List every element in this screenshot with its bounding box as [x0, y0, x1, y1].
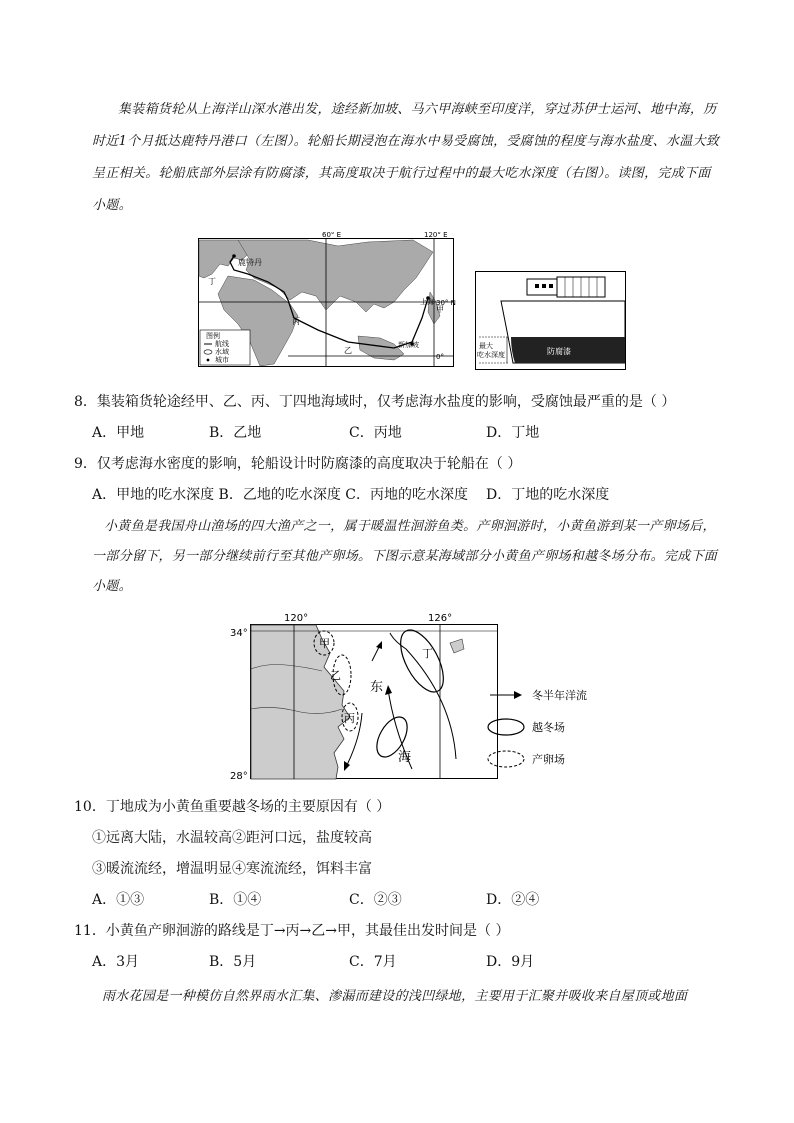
max-draft-label-1: 最大 [479, 342, 493, 350]
singapore-label: 新加坡 [398, 341, 419, 349]
svg-text:越冬场: 越冬场 [532, 721, 565, 734]
east-label: 东 [370, 680, 384, 695]
passage-intro-ship: 集装箱货轮从上海洋山深水港出发，途经新加坡、马六甲海峡至印度洋，穿过苏伊士运河、地中海，历时近1个月抵达鹿特丹港口（左图）。轮船长期浸泡在海水中易受腐蚀，受腐蚀的程度与海水盐度、水温大致呈正相关。轮船底部外层涂有防腐漆，其高度取决于航行过程中的最大吃水深度（右图）。读图，完成下面小题。 [92, 102, 720, 213]
question-11-option-d[interactable]: D．9月 [486, 954, 535, 970]
yi-label: 乙 [330, 669, 341, 682]
question-10-statements-1-2: ①远离大陆，水温较高②距河口远，盐度较高 [92, 830, 372, 846]
city-dot [232, 254, 236, 258]
question-8-option-a[interactable]: A．甲地 [92, 425, 145, 441]
question-9-options-abc[interactable]: A．甲地的吃水深度 B．乙地的吃水深度 C．丙地的吃水深度 [92, 487, 469, 503]
question-10-option-a[interactable]: A．①③ [92, 892, 145, 908]
lon-120e-label: 120° E [424, 232, 448, 239]
question-10-option-d[interactable]: D．②④ [486, 892, 540, 908]
bing-label: 丙 [344, 712, 355, 725]
question-9-option-d[interactable]: D．丁地的吃水深度 [486, 487, 610, 503]
question-8-option-d[interactable]: D．丁地 [486, 425, 540, 441]
antifouling-paint-label: 防腐漆 [547, 347, 571, 356]
svg-text:航线: 航线 [215, 340, 229, 348]
passage-intro-fish: 小黄鱼是我国舟山渔场的四大渔产之一，属于暖温性洄游鱼类。产卵洄游时，小黄鱼游到某一产卵场后，一部分留下，另一部分继续前行至其他产卵场。下图示意某海域部分小黄鱼产卵场和越冬场分布。完成下面小题。 [92, 519, 718, 594]
lon-126-label: 126° [428, 613, 453, 624]
map-legend [200, 330, 250, 365]
svg-text:城市: 城市 [215, 356, 229, 364]
question-11-option-b[interactable]: B．5月 [209, 954, 257, 970]
jia-label: 甲 [436, 305, 444, 314]
question-11-option-a[interactable]: A．3月 [92, 954, 140, 970]
fishery-legend [488, 688, 587, 767]
lon-60e-label: 60° E [322, 232, 342, 239]
lat-0-label: 0° [436, 353, 444, 361]
yi-label: 乙 [344, 346, 352, 355]
question-10-stem: 10．丁地成为小黄鱼重要越冬场的主要原因有（ ） [74, 799, 391, 815]
max-draft-label-2: 吃水深度 [477, 351, 505, 359]
question-10-option-c[interactable]: C．②③ [349, 892, 402, 908]
question-10-statements-3-4: ③暖流流经，增温明显④寒流流经，饵料丰富 [92, 861, 372, 877]
svg-text:冬半年洋流: 冬半年洋流 [532, 689, 587, 702]
question-8-option-b[interactable]: B．乙地 [209, 425, 262, 441]
question-8-option-c[interactable]: C．丙地 [349, 425, 402, 441]
question-11-stem: 11．小黄鱼产卵洄游的路线是丁→丙→乙→甲，其最佳出发时间是（ ） [74, 923, 510, 939]
jia-label: 甲 [319, 637, 330, 650]
route-map [198, 232, 460, 370]
shanghai-label: 上海 [420, 298, 434, 306]
fishery-map [226, 609, 610, 785]
svg-text:水域: 水域 [215, 348, 229, 356]
ship-diagram [475, 271, 626, 371]
ding-label: 丁 [208, 277, 216, 286]
ding-label: 丁 [422, 647, 433, 660]
lat-34-label: 34° [230, 628, 248, 639]
bing-label: 丙 [292, 317, 300, 326]
lon-120-label: 120° [284, 613, 309, 624]
sea-label: 海 [398, 750, 412, 765]
rotterdam-label: 鹿特丹 [238, 258, 262, 267]
passage-intro-rain-garden: 雨水花园是一种模仿自然界雨水汇集、渗漏而建设的浅凹绿地，主要用于汇聚并吸收来自屋顶或地面 [102, 989, 688, 1004]
svg-text:图例: 图例 [206, 332, 220, 340]
svg-text:产卵场: 产卵场 [532, 753, 565, 766]
question-8-stem: 8．集装箱货轮途经甲、乙、丙、丁四地海域时，仅考虑海水盐度的影响，受腐蚀最严重的是（ ） [74, 394, 676, 410]
lat-28-label: 28° [230, 771, 248, 782]
question-11-option-c[interactable]: C．7月 [349, 954, 397, 970]
question-9-stem: 9．仅考虑海水密度的影响，轮船设计时防腐漆的高度取决于轮船在（ ） [74, 456, 522, 472]
question-10-option-b[interactable]: B．①④ [209, 892, 262, 908]
lat-30n-label: 30° N [436, 299, 456, 307]
